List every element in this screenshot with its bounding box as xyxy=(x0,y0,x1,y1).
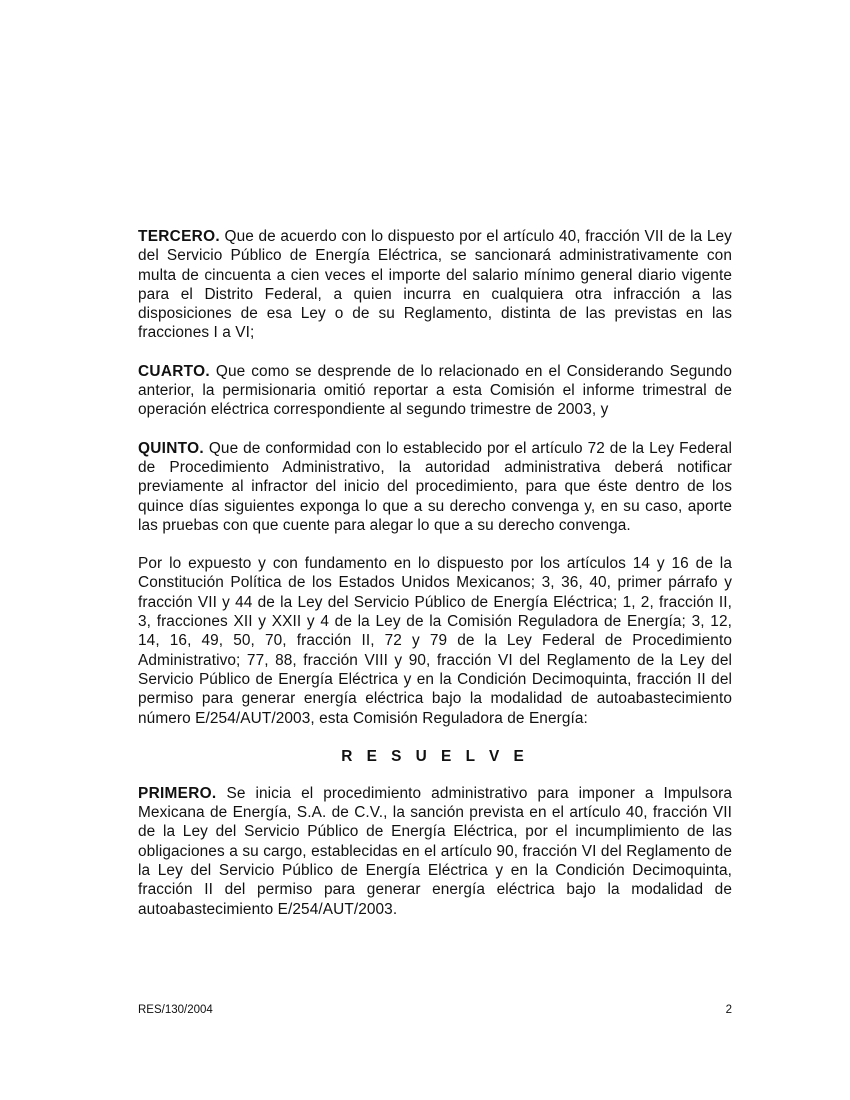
paragraph-text: Que de conformidad con lo establecido por el artículo 72 de la Ley Federal de Procedimiento Administrativo, la autoridad administrativa deberá notificar previamente al infractor del inicio del procedimiento, para que éste dentro de los quince días siguientes exponga lo que a su derecho convenga y, en su caso, aporte las pruebas con que cuente para alegar lo que a su derecho convenga. xyxy=(138,439,732,534)
paragraph-fundamento: Por lo expuesto y con fundamento en lo dispuesto por los artículos 14 y 16 de la Constitución Política de los Estados Unidos Mexicanos; 3, 36, 40, primer párrafo y fracción VII y 44 de la Ley del Servicio Público de Energía Eléctrica; 1, 2, fracción II, 3, fracciones XII y XXII y 4 de la Ley de la Comisión Reguladora de Energía; 3, 12, 14, 16, 49, 50, 70, fracción II, 72 y 79 de la Ley Federal de Procedimiento Administrativo; 77, 88, fracción VIII y 90, fracción VI del Reglamento de la Ley del Servicio Público de Energía Eléctrica y en la Condición Decimoquinta, fracción II del permiso para generar energía eléctrica bajo la modalidad de autoabastecimiento número E/254/AUT/2003, esta Comisión Reguladora de Energía: xyxy=(138,555,732,727)
paragraph-label: QUINTO. xyxy=(138,439,204,457)
document-id: RES/130/2004 xyxy=(138,1004,213,1016)
page-number: 2 xyxy=(725,1004,732,1016)
resuelve-heading: R E S U E L V E xyxy=(341,747,529,765)
paragraph-text: Se inicia el procedimiento administrativo para imponer a Impulsora Mexicana de Energía, S.A. de C.V., la sanción prevista en el artículo 40, fracción VII de la Ley del Servicio Público de Energía Eléctrica, por el incumplimiento de las obligaciones a su cargo, establecidas en el artículo 90, fracción VI del Reglamento de la Ley del Servicio Público de Energía Eléctrica y en la Condición Decimoquinta, fracción II del permiso para generar energía eléctrica bajo la modalidad de autoabastecimiento E/254/AUT/2003. xyxy=(138,784,732,918)
paragraph-tercero xyxy=(138,227,732,343)
paragraph-quinto xyxy=(138,439,732,535)
paragraph-label: TERCERO. xyxy=(138,228,220,245)
document-body xyxy=(138,227,732,938)
paragraph-cuarto xyxy=(138,362,732,420)
paragraph-text: Que de acuerdo con lo dispuesto por el artículo 40, fracción VII de la Ley del Servicio Público de Energía Eléctrica, se sancionará administrativamente con multa de cincuenta a cien veces el importe del salario mínimo general diario vigente para el Distrito Federal, a quien incurra en cualquiera otra infracción a las disposiciones de esa Ley o de su Reglamento, distinta de las previstas en las fracciones I a VI; xyxy=(138,228,732,342)
paragraph-text: Que como se desprende de lo relacionado en el Considerando Segundo anterior, la permisionaria omitió reportar a esta Comisión el informe trimestral de operación eléctrica correspondiente al segundo trimestre de 2003, y xyxy=(138,362,732,419)
paragraph-label: CUARTO. xyxy=(138,362,210,380)
paragraph-primero xyxy=(138,784,732,919)
paragraph-label: PRIMERO. xyxy=(138,784,217,802)
